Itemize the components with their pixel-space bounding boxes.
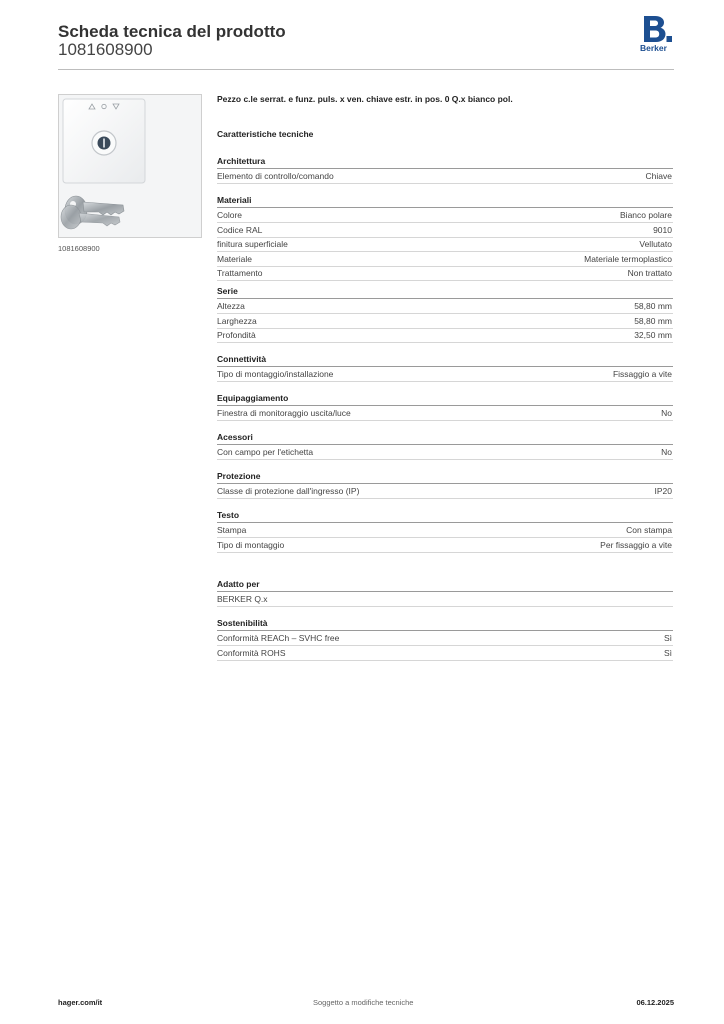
spec-label: Codice RAL — [217, 224, 263, 235]
logo-wordmark: Berker — [640, 43, 667, 53]
section-title: Acessori — [217, 432, 253, 442]
spec-label: Con campo per l'etichetta — [217, 447, 314, 457]
section-title: Testo — [217, 510, 240, 520]
spec-row — [217, 446, 673, 460]
section-divider — [217, 405, 673, 406]
spec-row — [217, 539, 673, 553]
product-image — [58, 94, 202, 238]
spec-label: Trattamento — [217, 268, 263, 278]
section-divider — [217, 630, 673, 631]
spec-value: Chiave — [645, 171, 672, 181]
section-divider — [217, 366, 673, 367]
section-divider — [217, 444, 673, 445]
spec-value: Per fissaggio a vite — [600, 539, 672, 550]
section-title: Equipaggiamento — [217, 393, 289, 403]
header-divider — [58, 69, 674, 70]
section-divider — [217, 207, 673, 208]
spec-row — [217, 300, 673, 314]
footer-date: 06.12.2025 — [636, 998, 674, 1007]
specs-heading: Caratteristiche tecniche — [217, 129, 314, 139]
spec-row — [217, 253, 673, 267]
spec-value: Vellutato — [639, 239, 672, 249]
spec-label: BERKER Q.x — [217, 594, 268, 604]
section-title: Adatto per — [217, 579, 260, 589]
section-divider — [217, 522, 673, 523]
spec-label: Materiale — [217, 253, 252, 264]
spec-value: Sì — [663, 633, 672, 643]
spec-value: Sì — [663, 647, 672, 658]
product-illustration — [59, 95, 202, 238]
spec-value: No — [661, 408, 672, 418]
spec-label: Tipo di montaggio — [217, 539, 285, 550]
spec-label: Conformità REACh – SVHC free — [217, 633, 340, 643]
spec-value: Con stampa — [626, 525, 672, 535]
spec-row — [217, 224, 673, 238]
berker-b-icon — [642, 16, 672, 42]
product-description: Pezzo c.le serrat. e funz. puls. x ven. chiave estr. in pos. 0 Q.x bianco pol. — [217, 94, 513, 104]
section-title: Serie — [217, 286, 238, 296]
spec-row — [217, 485, 673, 499]
spec-value: 58,80 mm — [634, 315, 672, 326]
berker-logo — [640, 16, 674, 54]
spec-value: IP20 — [654, 486, 672, 496]
spec-row — [217, 209, 673, 223]
spec-label: Finestra di monitoraggio uscita/luce — [217, 408, 351, 418]
spec-row — [217, 170, 673, 184]
section-divider — [217, 168, 673, 169]
spec-label: Altezza — [217, 301, 245, 311]
spec-label: Tipo di montaggio/installazione — [217, 369, 334, 379]
spec-row — [217, 632, 673, 646]
spec-row — [217, 315, 673, 329]
spec-value: Materiale termoplastico — [584, 253, 672, 264]
section-title: Materiali — [217, 195, 252, 205]
spec-value: 58,80 mm — [634, 301, 672, 311]
spec-value: 32,50 mm — [634, 330, 672, 340]
spec-label: finitura superficiale — [217, 239, 288, 249]
key-icon — [61, 196, 124, 229]
page-header — [58, 20, 674, 70]
section-title: Connettività — [217, 354, 267, 364]
footer-disclaimer: Soggetto a modifiche tecniche — [313, 998, 414, 1007]
section-title: Sostenibilità — [217, 618, 268, 628]
image-caption: 1081608900 — [58, 244, 100, 253]
spec-label: Profondità — [217, 330, 256, 340]
spec-value: Bianco polare — [620, 210, 672, 220]
product-number: 1081608900 — [58, 40, 153, 59]
spec-row — [217, 329, 673, 343]
section-divider — [217, 591, 673, 592]
spec-row — [217, 267, 673, 281]
spec-row — [217, 647, 673, 661]
spec-label: Classe di protezione dall'ingresso (IP) — [217, 486, 360, 496]
spec-value: Non trattato — [627, 268, 672, 278]
section-title: Architettura — [217, 156, 266, 166]
spec-label: Colore — [217, 210, 243, 220]
section-divider — [217, 483, 673, 484]
section-title: Protezione — [217, 471, 261, 481]
page-title: Scheda tecnica del prodotto — [58, 22, 286, 41]
spec-row — [217, 238, 673, 252]
spec-row — [217, 407, 673, 421]
spec-value: Fissaggio a vite — [612, 369, 672, 379]
spec-value: 9010 — [653, 224, 672, 235]
section-divider — [217, 298, 673, 299]
spec-label: Elemento di controllo/comando — [217, 171, 334, 181]
spec-row — [217, 593, 673, 607]
footer-website: hager.com/it — [58, 998, 103, 1007]
spec-label: Conformità ROHS — [217, 647, 286, 658]
spec-value: No — [661, 447, 672, 457]
spec-label: Larghezza — [217, 315, 257, 326]
spec-label: Stampa — [217, 525, 247, 535]
spec-row — [217, 524, 673, 538]
spec-row — [217, 368, 673, 382]
